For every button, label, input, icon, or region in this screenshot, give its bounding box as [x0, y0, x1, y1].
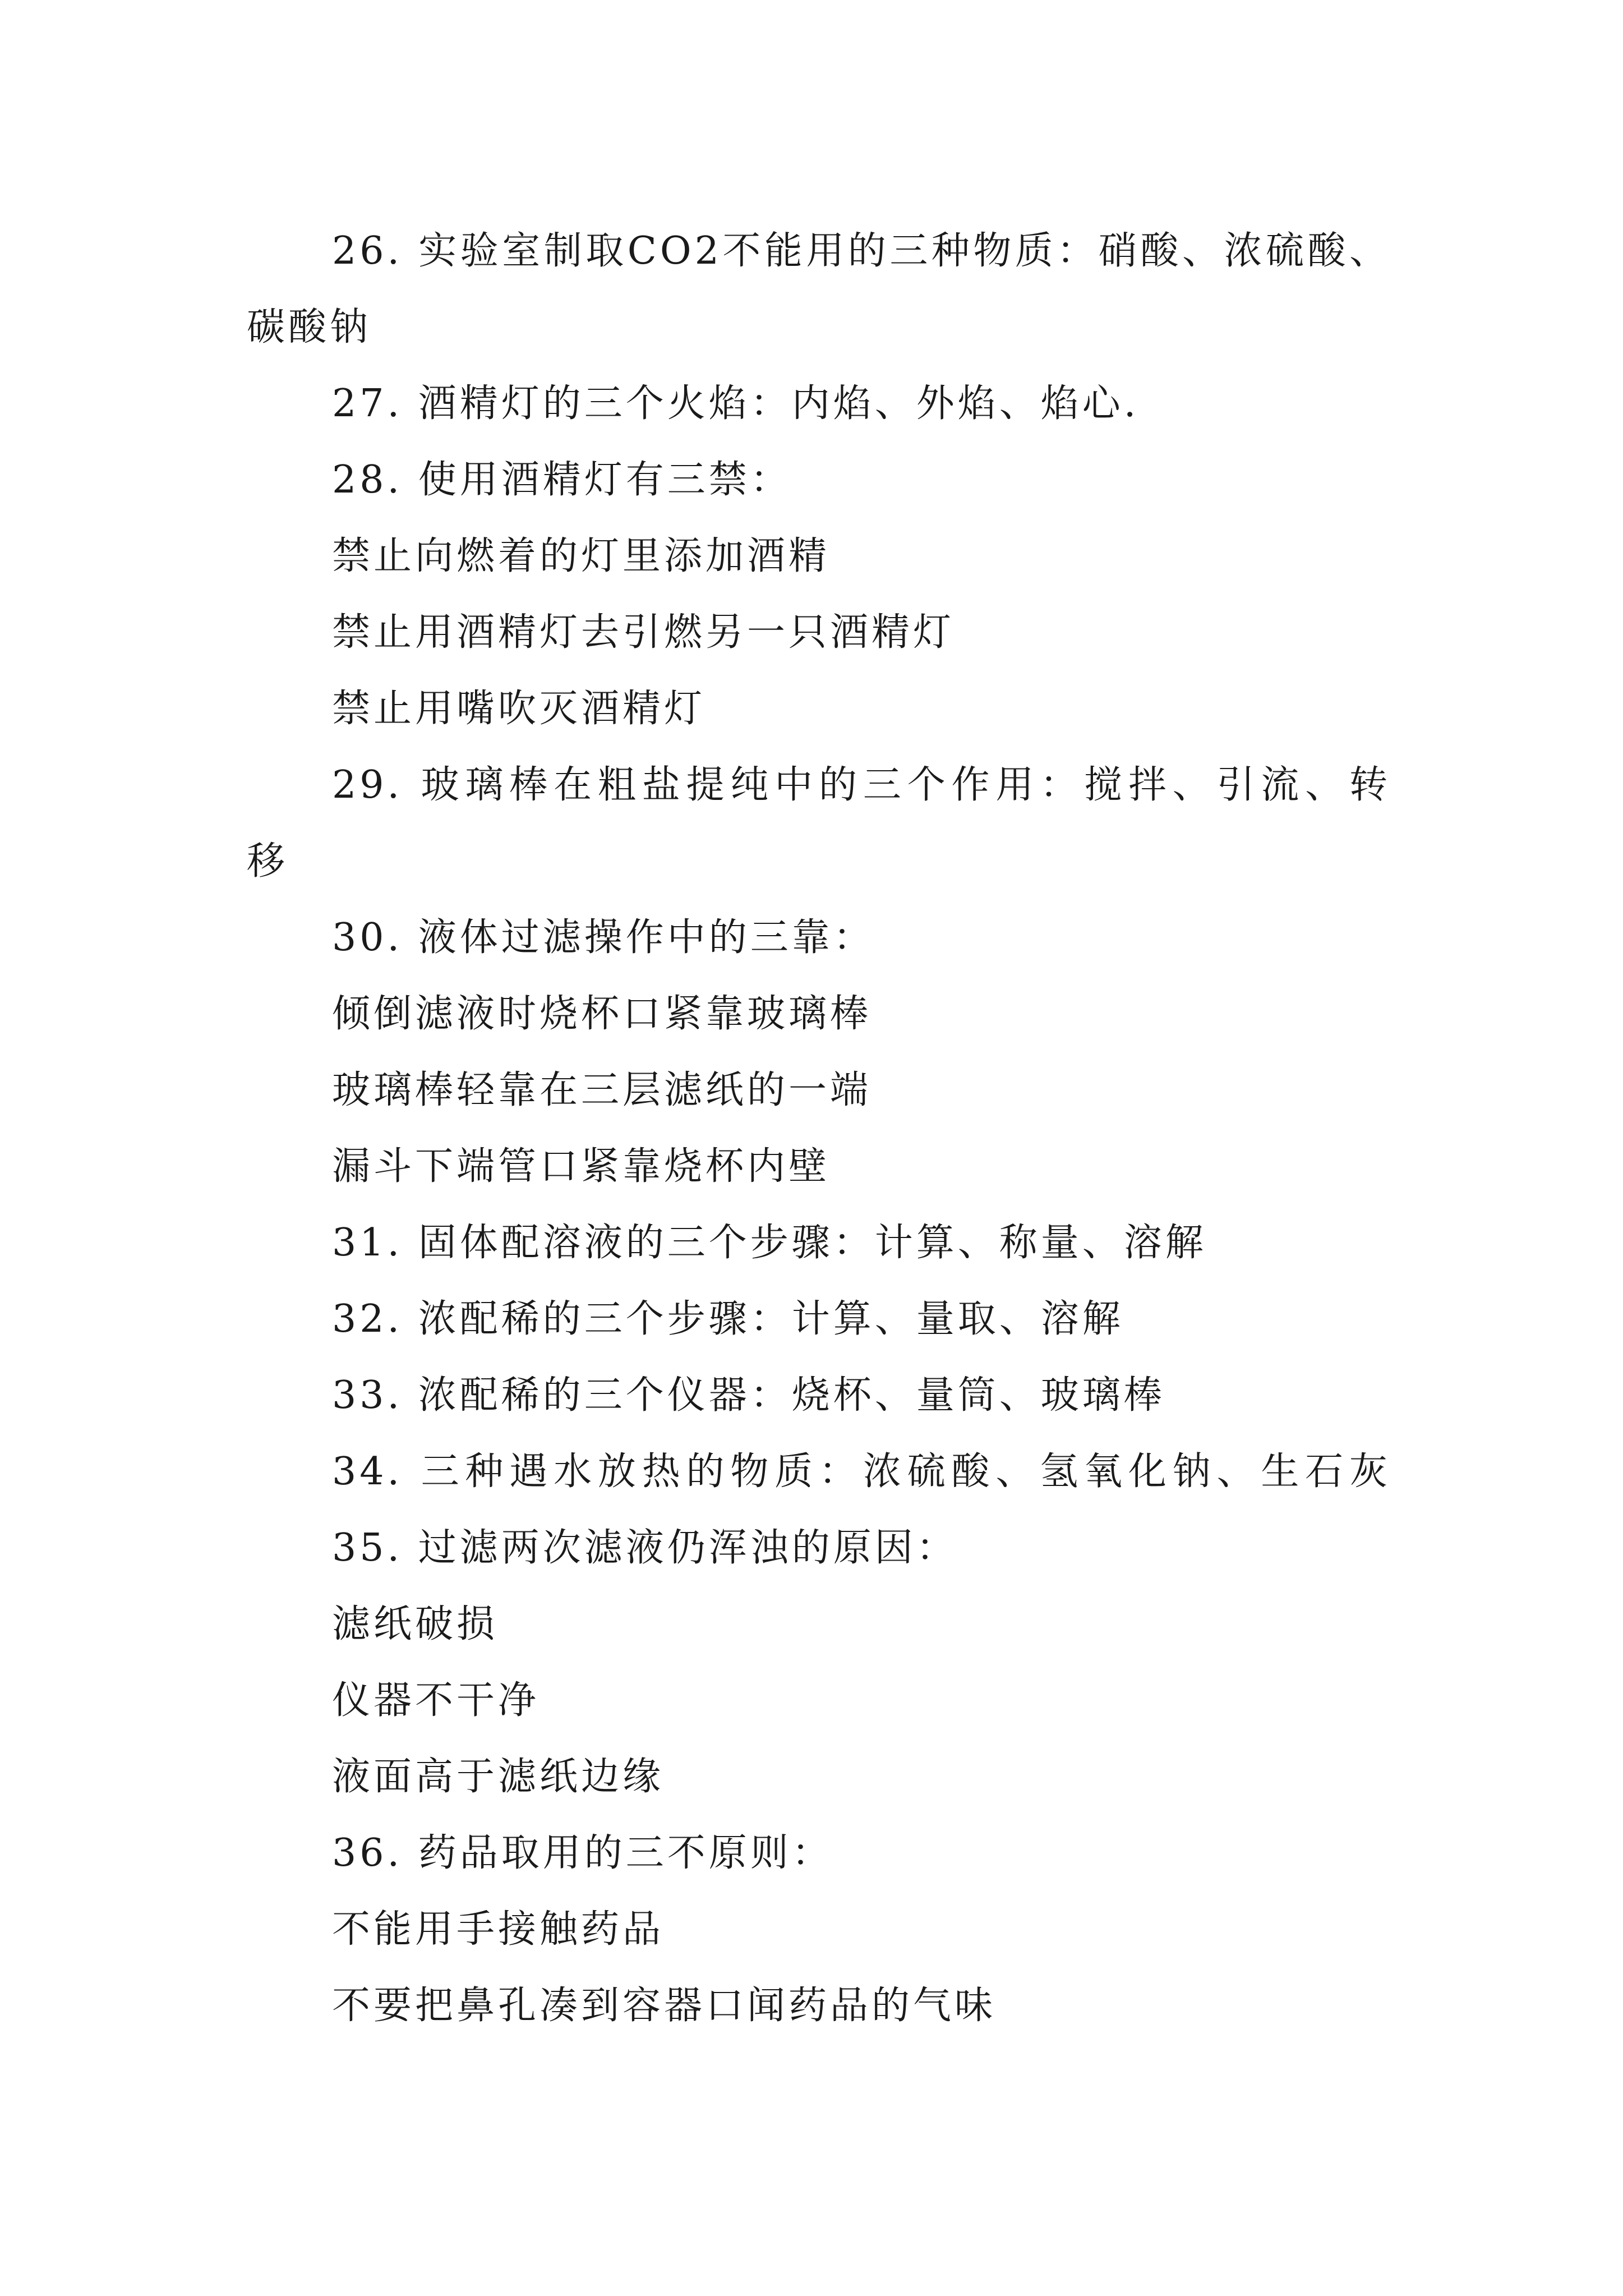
text-line: 玻璃棒轻靠在三层滤纸的一端 [332, 1068, 872, 1112]
text-line: 禁止用嘴吹灭酒精灯 [332, 687, 706, 731]
text-line: 移 [247, 839, 289, 884]
text-line: 仪器不干净 [332, 1678, 540, 1723]
text-line: 35. 过滤两次滤液仍浑浊的原因： [332, 1526, 958, 1570]
text-line: 液面高于滤纸边缘 [332, 1755, 665, 1799]
text-line: 30. 液体过滤操作中的三靠： [332, 915, 875, 960]
text-line: 28. 使用酒精灯有三禁： [332, 458, 792, 502]
text-line: 31. 固体配溶液的三个步骤：计算、称量、溶解 [332, 1221, 1207, 1265]
text-line: 禁止向燃着的灯里添加酒精 [332, 534, 831, 578]
text-line: 27. 酒精灯的三个火焰：内焰、外焰、焰心. [332, 381, 1140, 426]
text-line: 禁止用酒精灯去引燃另一只酒精灯 [332, 610, 955, 655]
text-line: 33. 浓配稀的三个仪器：烧杯、量筒、玻璃棒 [332, 1373, 1165, 1418]
text-line: 26. 实验室制取CO2不能用的三种物质：硝酸、浓硫酸、 [332, 229, 1391, 273]
text-line: 36. 药品取用的三不原则： [332, 1831, 833, 1875]
text-line: 不要把鼻孔凑到容器口闻药品的气味 [332, 1984, 997, 2028]
text-line: 碳酸钠 [247, 305, 372, 349]
text-line: 漏斗下端管口紧靠烧杯内壁 [332, 1144, 831, 1189]
text-line: 滤纸破损 [332, 1602, 499, 1646]
text-line: 32. 浓配稀的三个步骤：计算、量取、溶解 [332, 1297, 1124, 1341]
text-line: 34. 三种遇水放热的物质：浓硫酸、氢氧化钠、生石灰 [332, 1450, 1391, 1494]
text-line: 29. 玻璃棒在粗盐提纯中的三个作用：搅拌、引流、转 [332, 763, 1391, 807]
document-body [247, 213, 1391, 2044]
text-line: 倾倒滤液时烧杯口紧靠玻璃棒 [332, 992, 872, 1036]
text-line: 不能用手接触药品 [332, 1907, 665, 1952]
